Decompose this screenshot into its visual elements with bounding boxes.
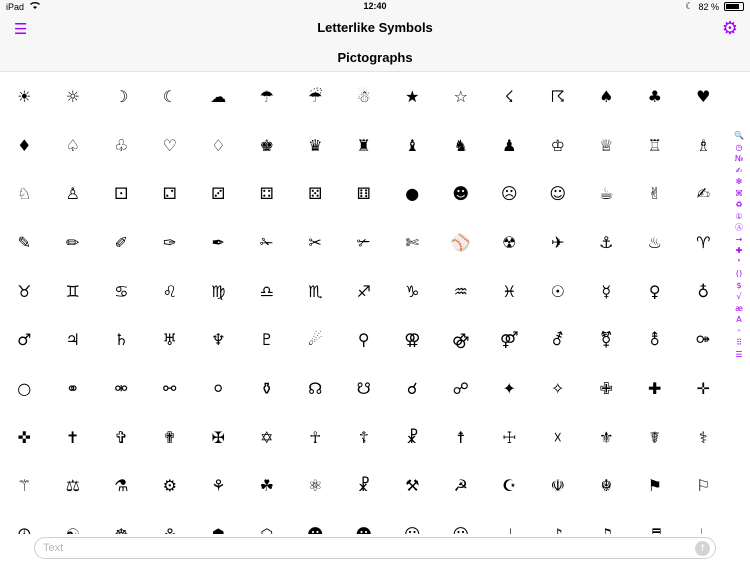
symbol-cell[interactable]: ⚦ bbox=[551, 330, 565, 350]
symbol-cell[interactable]: ♦ bbox=[17, 135, 32, 155]
symbol-cell[interactable]: ☊ bbox=[308, 379, 323, 399]
status-right bbox=[685, 1, 744, 12]
symbol-cell[interactable]: ⚭ bbox=[66, 379, 80, 399]
index-item[interactable]: Ⓐ bbox=[735, 223, 743, 232]
symbol-cell[interactable]: ☘ bbox=[259, 476, 274, 496]
symbol-cell[interactable]: ✌ bbox=[648, 184, 662, 204]
symbol-cell[interactable]: ♏ bbox=[308, 281, 323, 301]
symbol-cell[interactable]: ☌ bbox=[406, 379, 418, 399]
battery-text: 82 % bbox=[698, 1, 719, 12]
symbol-cell[interactable]: ⚀ bbox=[114, 184, 129, 204]
symbol-cell[interactable]: ☇ bbox=[504, 86, 514, 106]
symbol-cell[interactable]: ✒ bbox=[211, 232, 225, 252]
symbol-cell[interactable]: ⚤ bbox=[499, 330, 519, 350]
symbol-cell[interactable]: ♀ bbox=[648, 281, 661, 301]
symbol-cell[interactable]: ⚃ bbox=[259, 184, 274, 204]
carrier-label: iPad bbox=[6, 1, 25, 12]
symbol-cell[interactable]: ♤ bbox=[65, 135, 80, 155]
symbol-cell[interactable]: ♆ bbox=[211, 330, 226, 350]
symbol-cell[interactable]: ⚚ bbox=[17, 476, 32, 496]
symbol-cell[interactable]: ♙ bbox=[65, 184, 80, 204]
status-time: 12:40 bbox=[363, 1, 387, 11]
symbol-cell[interactable]: ⚲ bbox=[357, 330, 370, 350]
text-input[interactable] bbox=[34, 537, 716, 559]
symbol-cell[interactable]: ✈ bbox=[551, 232, 565, 252]
index-item[interactable]: ❜ bbox=[737, 257, 741, 267]
symbol-cell[interactable]: ♇ bbox=[259, 330, 274, 350]
symbol-cell[interactable]: ♗ bbox=[696, 135, 711, 155]
navigation-bar bbox=[0, 14, 750, 72]
symbol-cell[interactable]: ☢ bbox=[502, 232, 517, 252]
symbol-cell[interactable]: ☧ bbox=[357, 476, 371, 496]
index-item[interactable]: 🔍 bbox=[734, 131, 744, 140]
symbol-cell[interactable]: ☔ bbox=[308, 86, 323, 106]
symbol-cell[interactable]: ☋ bbox=[356, 379, 371, 399]
index-item[interactable]: √ bbox=[736, 292, 742, 301]
index-item[interactable]: A bbox=[736, 315, 742, 324]
symbol-cell[interactable]: ☾ bbox=[162, 86, 177, 106]
symbol-cell[interactable]: ✃ bbox=[357, 232, 371, 252]
symbol-cell[interactable]: ☫ bbox=[550, 476, 565, 496]
symbol-cell[interactable]: ☄ bbox=[308, 330, 323, 350]
symbol-cell[interactable]: ✄ bbox=[405, 232, 419, 252]
symbol-cell[interactable]: ♋ bbox=[114, 281, 129, 301]
symbol-cell[interactable]: ♘ bbox=[17, 184, 32, 204]
battery-fill bbox=[726, 4, 739, 9]
symbol-cell[interactable]: ♨ bbox=[647, 232, 662, 252]
symbol-cell[interactable]: ♧ bbox=[114, 135, 129, 155]
symbol-cell[interactable]: ♂ bbox=[17, 330, 32, 350]
index-item[interactable]: æ bbox=[735, 303, 743, 313]
symbol-cell[interactable]: ⚗ bbox=[114, 476, 129, 496]
symbol-cell[interactable]: ⚐ bbox=[696, 476, 711, 496]
symbol-cell[interactable]: ✏ bbox=[66, 232, 80, 252]
index-item[interactable]: $ bbox=[736, 280, 742, 290]
symbol-cell[interactable]: ♜ bbox=[356, 135, 371, 155]
symbol-cell[interactable]: ✙ bbox=[599, 379, 613, 399]
symbol-cell[interactable]: ☆ bbox=[453, 86, 468, 106]
symbol-cell[interactable]: ♔ bbox=[550, 135, 565, 155]
symbol-cell[interactable]: ♑ bbox=[405, 281, 420, 301]
symbol-cell[interactable]: ✁ bbox=[260, 232, 274, 252]
symbol-cell[interactable]: ✜ bbox=[17, 427, 31, 447]
symbol-cell[interactable]: ♌ bbox=[162, 281, 177, 301]
symbol-cell[interactable]: ⚑ bbox=[647, 476, 662, 496]
symbol-cell[interactable]: ☍ bbox=[452, 379, 469, 399]
symbol-cell[interactable]: ♒ bbox=[453, 281, 468, 301]
symbol-cell[interactable]: ☈ bbox=[550, 86, 565, 106]
symbol-cell[interactable]: ⚮ bbox=[114, 379, 128, 399]
status-bar bbox=[0, 0, 750, 14]
symbol-cell[interactable]: ☺ bbox=[549, 184, 567, 204]
index-item[interactable]: ✍ bbox=[735, 165, 743, 175]
symbol-cell[interactable]: ☹ bbox=[500, 184, 518, 204]
symbol-cell[interactable]: ♃ bbox=[65, 330, 80, 350]
symbol-cell[interactable]: ☪ bbox=[502, 476, 517, 496]
send-icon[interactable]: ↑ bbox=[695, 541, 710, 556]
symbol-cell[interactable]: ⚣ bbox=[452, 330, 470, 350]
symbol-cell[interactable]: ⚨ bbox=[648, 330, 662, 350]
symbol-cell[interactable]: ⚪ bbox=[211, 379, 225, 399]
symbol-cell[interactable]: ☕ bbox=[599, 184, 614, 204]
symbol-grid bbox=[0, 72, 728, 534]
symbol-cell[interactable]: ♡ bbox=[162, 135, 177, 155]
symbol-cell[interactable]: ♖ bbox=[647, 135, 662, 155]
symbol-cell[interactable]: ✍ bbox=[696, 184, 710, 204]
symbol-cell[interactable]: ♕ bbox=[599, 135, 614, 155]
symbol-cell[interactable]: ⚜ bbox=[599, 427, 614, 447]
symbol-cell[interactable]: ● bbox=[405, 184, 420, 204]
index-item[interactable]: № bbox=[734, 154, 744, 163]
symbol-cell[interactable]: ♍ bbox=[211, 281, 226, 301]
symbol-cell[interactable]: ♣ bbox=[647, 86, 662, 106]
symbol-cell[interactable]: ☻ bbox=[452, 184, 470, 204]
symbol-cell[interactable]: ☥ bbox=[309, 427, 322, 447]
symbol-cell[interactable]: ○ bbox=[17, 379, 32, 399]
index-item[interactable]: ⁺ bbox=[736, 326, 742, 336]
symbol-cell[interactable]: ⚘ bbox=[211, 476, 226, 496]
symbol-cell[interactable]: ✎ bbox=[17, 232, 31, 252]
symbol-cell[interactable]: ☼ bbox=[65, 86, 80, 106]
index-item[interactable]: → bbox=[735, 234, 743, 244]
symbol-cell[interactable]: ♢ bbox=[211, 135, 226, 155]
symbol-cell[interactable]: ♥ bbox=[696, 86, 711, 106]
index-item[interactable]: ⠿ bbox=[736, 338, 742, 347]
symbol-cell[interactable]: ⚧ bbox=[599, 330, 613, 350]
symbol-cell[interactable]: ✟ bbox=[163, 427, 177, 447]
symbol-cell[interactable]: ☬ bbox=[600, 476, 612, 496]
symbol-cell[interactable]: ✂ bbox=[308, 232, 322, 252]
symbol-cell[interactable]: ☓ bbox=[553, 427, 562, 447]
symbol-cell[interactable]: ⚱ bbox=[260, 379, 274, 399]
symbol-cell[interactable]: ★ bbox=[405, 86, 420, 106]
symbol-cell[interactable]: ♈ bbox=[696, 232, 711, 252]
symbol-cell[interactable]: ⚙ bbox=[162, 476, 177, 496]
page-title: Letterlike Symbols bbox=[317, 20, 433, 35]
symbol-cell[interactable]: ♝ bbox=[405, 135, 420, 155]
symbol-cell[interactable]: ☿ bbox=[601, 281, 612, 301]
section-header: Pictographs bbox=[337, 50, 413, 65]
battery-icon bbox=[724, 2, 744, 11]
list-icon[interactable]: ☰ bbox=[14, 20, 28, 38]
symbol-cell[interactable]: ♐ bbox=[356, 281, 371, 301]
symbol-cell[interactable]: ⚒ bbox=[405, 476, 420, 496]
symbol-cell[interactable]: ⚂ bbox=[211, 184, 226, 204]
symbol-cell[interactable]: ✐ bbox=[114, 232, 128, 252]
symbol-cell[interactable]: ⚾ bbox=[450, 232, 471, 252]
symbol-cell[interactable]: ⚓ bbox=[599, 232, 614, 252]
symbol-cell[interactable]: ♁ bbox=[697, 281, 710, 301]
symbol-cell[interactable]: ☂ bbox=[259, 86, 274, 106]
symbol-cell[interactable]: ✠ bbox=[211, 427, 225, 447]
symbol-cell[interactable]: ⚢ bbox=[404, 330, 421, 350]
symbol-cell[interactable]: ♟ bbox=[502, 135, 517, 155]
symbol-cell[interactable]: ☦ bbox=[358, 427, 369, 447]
index-item[interactable]: ◷ bbox=[735, 142, 743, 152]
index-item[interactable]: ⌘ bbox=[735, 188, 743, 198]
index-item[interactable]: ① bbox=[735, 211, 743, 221]
symbol-cell[interactable]: ♛ bbox=[308, 135, 323, 155]
symbol-cell[interactable]: ✡ bbox=[260, 427, 274, 447]
symbol-cell[interactable]: ✦ bbox=[502, 379, 516, 399]
symbol-cell[interactable]: ♊ bbox=[65, 281, 80, 301]
symbol-cell[interactable]: ♄ bbox=[114, 330, 129, 350]
symbol-cell[interactable]: ☀ bbox=[17, 86, 32, 106]
do-not-disturb-icon: ☾ bbox=[685, 1, 694, 11]
symbol-cell[interactable]: ☨ bbox=[456, 427, 466, 447]
symbol-cell[interactable]: ☭ bbox=[453, 476, 468, 496]
index-item[interactable]: ♻ bbox=[735, 200, 743, 209]
symbol-cell[interactable]: ✝ bbox=[66, 427, 80, 447]
symbol-cell[interactable]: ♠ bbox=[599, 86, 614, 106]
symbol-cell[interactable]: ♉ bbox=[17, 281, 32, 301]
symbol-cell[interactable]: ☽ bbox=[114, 86, 129, 106]
symbol-cell[interactable]: ⚩ bbox=[696, 330, 710, 350]
symbol-cell[interactable]: ✞ bbox=[114, 427, 128, 447]
index-item[interactable]: ✻ bbox=[735, 177, 743, 186]
index-item[interactable]: () bbox=[735, 269, 743, 278]
symbol-cell[interactable]: ♅ bbox=[162, 330, 177, 350]
gear-icon[interactable]: ⚙ bbox=[721, 18, 738, 39]
symbol-cell[interactable]: ⚕ bbox=[698, 427, 708, 447]
symbol-cell[interactable]: ✚ bbox=[648, 379, 662, 399]
index-item[interactable]: ☰ bbox=[735, 349, 743, 359]
symbol-cell[interactable]: ☃ bbox=[356, 86, 371, 106]
symbol-cell[interactable]: ⚛ bbox=[308, 476, 323, 496]
symbol-cell[interactable]: ☁ bbox=[210, 86, 227, 106]
symbol-cell[interactable]: ⚅ bbox=[356, 184, 371, 204]
symbol-cell[interactable]: ☩ bbox=[502, 427, 517, 447]
symbol-cell[interactable]: ♞ bbox=[453, 135, 468, 155]
symbol-cell[interactable]: ⚖ bbox=[65, 476, 80, 496]
symbol-cell[interactable]: ♎ bbox=[259, 281, 274, 301]
index-item[interactable]: ✚ bbox=[735, 246, 743, 255]
input-area bbox=[0, 534, 750, 563]
symbol-cell[interactable]: ✛ bbox=[696, 379, 710, 399]
symbol-cell[interactable]: ♚ bbox=[259, 135, 274, 155]
symbol-cell[interactable]: ☉ bbox=[550, 281, 565, 301]
symbol-cell[interactable]: ✧ bbox=[551, 379, 565, 399]
symbol-cell[interactable]: ⚁ bbox=[162, 184, 177, 204]
symbol-cell[interactable]: ⚯ bbox=[163, 379, 177, 399]
symbol-cell[interactable]: ⚄ bbox=[308, 184, 323, 204]
symbol-cell[interactable]: ♓ bbox=[502, 281, 517, 301]
symbol-cell[interactable]: ☧ bbox=[405, 427, 419, 447]
symbol-cell[interactable]: ✑ bbox=[163, 232, 177, 252]
symbol-cell[interactable]: ☤ bbox=[649, 427, 661, 447]
section-index-bar[interactable] bbox=[730, 130, 748, 360]
